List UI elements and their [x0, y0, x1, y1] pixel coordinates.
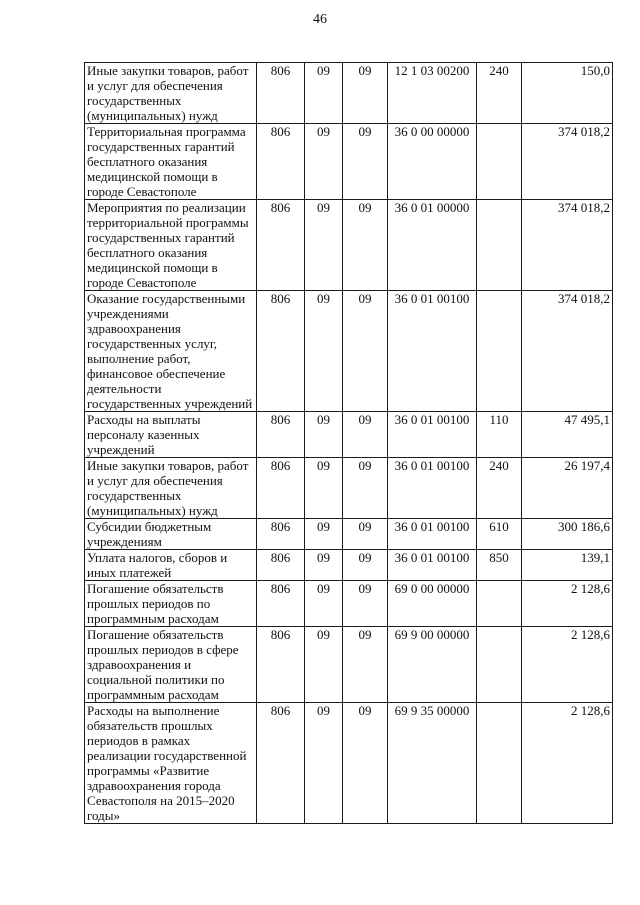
amount-cell: 374 018,2: [522, 200, 613, 291]
target-article-cell: 69 9 35 00000: [388, 703, 477, 824]
table-row: [85, 412, 613, 458]
row-name-cell: Иные закупки товаров, работ и услуг для обеспечения государственных (муниципальных) нужд: [85, 458, 257, 519]
expense-type-cell: 850: [477, 550, 522, 581]
subsection-code-cell: 09: [343, 63, 388, 124]
row-name-cell: Территориальная программа государственных гарантий бесплатного оказания медицинской помощи в городе Севастополе: [85, 124, 257, 200]
table-row: [85, 124, 613, 200]
section-code-cell: 09: [305, 550, 343, 581]
expense-type-cell: 110: [477, 412, 522, 458]
expense-type-cell: 240: [477, 458, 522, 519]
section-code-cell: 09: [305, 63, 343, 124]
amount-cell: 26 197,4: [522, 458, 613, 519]
ministry-code-cell: 806: [257, 550, 305, 581]
ministry-code-cell: 806: [257, 291, 305, 412]
expense-type-cell: [477, 291, 522, 412]
subsection-code-cell: 09: [343, 124, 388, 200]
subsection-code-cell: 09: [343, 200, 388, 291]
amount-cell: 2 128,6: [522, 703, 613, 824]
table-row: [85, 703, 613, 824]
subsection-code-cell: 09: [343, 627, 388, 703]
row-name-cell: Оказание государственными учреждениями здравоохранения государственных услуг, выполнение работ, финансовое обеспечение деятельности государственных учреждений: [85, 291, 257, 412]
table-row: [85, 581, 613, 627]
amount-cell: 150,0: [522, 63, 613, 124]
ministry-code-cell: 806: [257, 124, 305, 200]
section-code-cell: 09: [305, 581, 343, 627]
expense-type-cell: [477, 627, 522, 703]
subsection-code-cell: 09: [343, 703, 388, 824]
section-code-cell: 09: [305, 200, 343, 291]
table-row: [85, 200, 613, 291]
section-code-cell: 09: [305, 519, 343, 550]
amount-cell: 2 128,6: [522, 581, 613, 627]
ministry-code-cell: 806: [257, 63, 305, 124]
row-name-cell: Расходы на выплаты персоналу казенных учреждений: [85, 412, 257, 458]
ministry-code-cell: 806: [257, 200, 305, 291]
ministry-code-cell: 806: [257, 458, 305, 519]
target-article-cell: 36 0 01 00100: [388, 291, 477, 412]
target-article-cell: 36 0 00 00000: [388, 124, 477, 200]
subsection-code-cell: 09: [343, 581, 388, 627]
expense-type-cell: [477, 581, 522, 627]
row-name-cell: Субсидии бюджетным учреждениям: [85, 519, 257, 550]
table-row: [85, 291, 613, 412]
target-article-cell: 12 1 03 00200: [388, 63, 477, 124]
target-article-cell: 36 0 01 00100: [388, 412, 477, 458]
subsection-code-cell: 09: [343, 291, 388, 412]
ministry-code-cell: 806: [257, 519, 305, 550]
ministry-code-cell: 806: [257, 412, 305, 458]
section-code-cell: 09: [305, 412, 343, 458]
target-article-cell: 69 0 00 00000: [388, 581, 477, 627]
page-number: 46: [313, 12, 327, 27]
expense-type-cell: [477, 703, 522, 824]
table-row: [85, 550, 613, 581]
expense-type-cell: [477, 200, 522, 291]
table-row: [85, 627, 613, 703]
table-row: [85, 63, 613, 124]
section-code-cell: 09: [305, 703, 343, 824]
amount-cell: 374 018,2: [522, 124, 613, 200]
row-name-cell: Погашение обязательств прошлых периодов в сфере здравоохранения и социальной политики по программным расходам: [85, 627, 257, 703]
ministry-code-cell: 806: [257, 581, 305, 627]
target-article-cell: 36 0 01 00000: [388, 200, 477, 291]
budget-table: [84, 62, 613, 824]
target-article-cell: 36 0 01 00100: [388, 519, 477, 550]
row-name-cell: Уплата налогов, сборов и иных платежей: [85, 550, 257, 581]
ministry-code-cell: 806: [257, 703, 305, 824]
subsection-code-cell: 09: [343, 412, 388, 458]
row-name-cell: Иные закупки товаров, работ и услуг для обеспечения государственных (муниципальных) нужд: [85, 63, 257, 124]
row-name-cell: Расходы на выполнение обязательств прошлых периодов в рамках реализации государственной программы «Развитие здравоохранения города Севастополя на 2015–2020 годы»: [85, 703, 257, 824]
target-article-cell: 36 0 01 00100: [388, 458, 477, 519]
expense-type-cell: 240: [477, 63, 522, 124]
target-article-cell: 69 9 00 00000: [388, 627, 477, 703]
expense-type-cell: [477, 124, 522, 200]
section-code-cell: 09: [305, 627, 343, 703]
section-code-cell: 09: [305, 291, 343, 412]
budget-table-body: [85, 63, 613, 824]
subsection-code-cell: 09: [343, 519, 388, 550]
amount-cell: 47 495,1: [522, 412, 613, 458]
amount-cell: 300 186,6: [522, 519, 613, 550]
expense-type-cell: 610: [477, 519, 522, 550]
subsection-code-cell: 09: [343, 550, 388, 581]
table-row: [85, 458, 613, 519]
row-name-cell: Мероприятия по реализации территориальной программы государственных гарантий бесплатного оказания медицинской помощи в городе Севастополе: [85, 200, 257, 291]
amount-cell: 374 018,2: [522, 291, 613, 412]
row-name-cell: Погашение обязательств прошлых периодов по программным расходам: [85, 581, 257, 627]
amount-cell: 2 128,6: [522, 627, 613, 703]
table-row: [85, 519, 613, 550]
ministry-code-cell: 806: [257, 627, 305, 703]
subsection-code-cell: 09: [343, 458, 388, 519]
section-code-cell: 09: [305, 458, 343, 519]
amount-cell: 139,1: [522, 550, 613, 581]
target-article-cell: 36 0 01 00100: [388, 550, 477, 581]
section-code-cell: 09: [305, 124, 343, 200]
